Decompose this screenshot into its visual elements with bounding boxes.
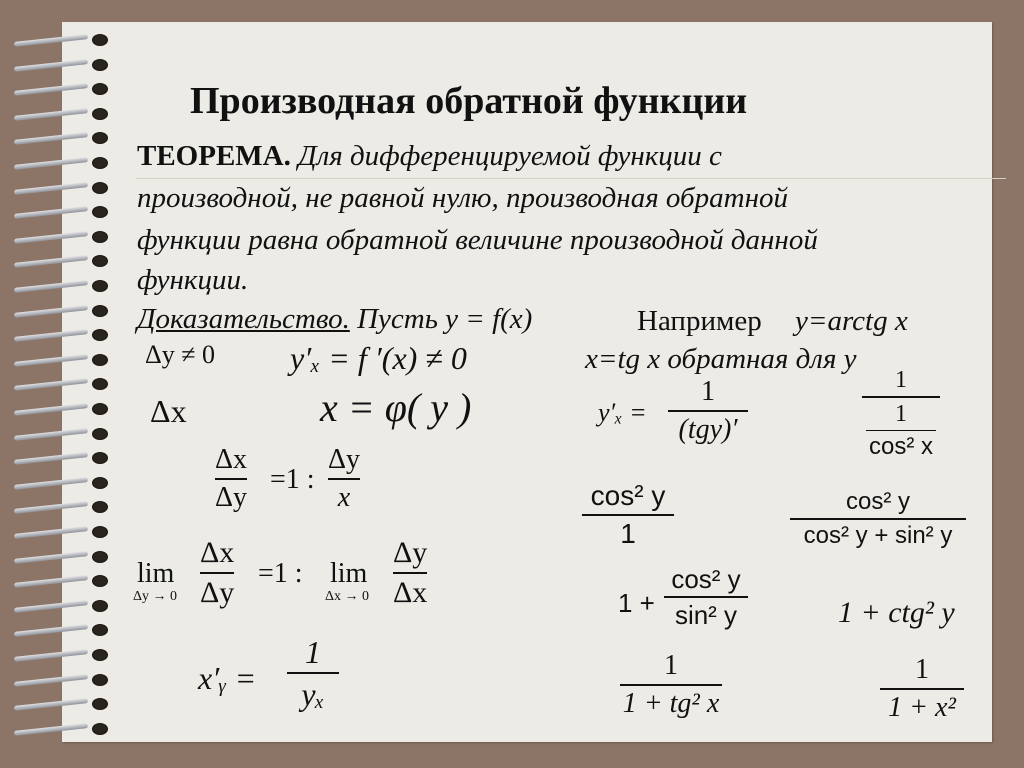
ring-hole <box>92 280 108 292</box>
proof-text: Пусть y = f(x) <box>349 303 533 335</box>
binding-ring <box>14 206 106 218</box>
ring-wire <box>14 329 88 342</box>
one-over-one-plus-tg2x <box>620 652 722 718</box>
x-prime-y-fraction <box>287 636 339 710</box>
denominator: Δx <box>393 576 428 609</box>
y-prime-x-fraction <box>668 378 748 444</box>
binding-ring <box>14 34 106 46</box>
ring-wire <box>14 551 88 564</box>
binding-ring <box>14 501 106 513</box>
page-title: Производная обратной функции <box>190 80 748 122</box>
inverse-text: x=tg x обратная для y <box>585 343 857 375</box>
one-plus: 1 + <box>618 588 655 618</box>
ring-wire <box>14 34 88 47</box>
fraction-bar <box>393 572 427 574</box>
binding-ring <box>14 305 106 317</box>
ring-wire <box>14 403 88 416</box>
ring-hole <box>92 157 108 169</box>
binding-ring <box>14 378 106 390</box>
numerator: 1 <box>701 376 715 407</box>
derivative-nonzero: y′ₓ = f ′(x) ≠ 0 <box>290 340 467 376</box>
inner-denominator: cos² x <box>868 433 933 460</box>
ring-wire <box>14 280 88 293</box>
ring-hole <box>92 624 108 636</box>
ring-hole <box>92 674 108 686</box>
ring-hole <box>92 329 108 341</box>
denominator: 1 + x² <box>888 692 956 723</box>
numerator: cos² y <box>845 488 910 515</box>
denominator: sin² y <box>674 600 738 630</box>
ring-hole <box>92 59 108 71</box>
binding-ring <box>14 329 106 341</box>
ring-hole <box>92 575 108 587</box>
binding-ring <box>14 108 106 120</box>
binding-ring <box>14 280 106 292</box>
ring-hole <box>92 600 108 612</box>
binding-ring <box>14 59 106 71</box>
one-plus-ctg2y: 1 + ctg² y <box>838 596 955 629</box>
binding-ring <box>14 477 106 489</box>
one-over-one-plus-x2 <box>880 656 964 722</box>
ring-wire <box>14 231 88 244</box>
ring-wire <box>14 575 88 588</box>
ring-hole <box>92 132 108 144</box>
x-prime-y-lhs: x′ᵧ = <box>198 660 257 696</box>
denominator: x <box>337 482 351 513</box>
delta-x: Δx <box>150 393 187 429</box>
numerator: 1 <box>664 650 678 681</box>
cos2y-over-sin2y <box>664 566 748 628</box>
ring-wire <box>14 59 88 72</box>
ring-wire <box>14 723 88 736</box>
one-over-fraction <box>862 368 940 459</box>
binding-ring <box>14 723 106 735</box>
example-label: Например <box>637 305 762 337</box>
ring-wire <box>14 305 88 318</box>
binding-ring <box>14 255 106 267</box>
numerator: cos² y <box>671 564 741 594</box>
lim-1: lim <box>137 558 175 589</box>
fraction-dx-dy <box>215 446 247 512</box>
fraction-bar <box>620 684 722 686</box>
ring-wire <box>14 649 88 662</box>
binding-ring <box>14 649 106 661</box>
inner-numerator: 1 <box>895 401 907 427</box>
x-equals-phi-y: x = φ( y ) <box>320 385 472 430</box>
ring-hole <box>92 182 108 194</box>
ring-wire <box>14 157 88 170</box>
proof-label: Доказательство. <box>137 303 350 335</box>
binding-ring <box>14 182 106 194</box>
ring-hole <box>92 305 108 317</box>
fraction-bar <box>287 672 339 674</box>
denominator: (tgy)′ <box>678 414 738 445</box>
ring-wire <box>14 108 88 121</box>
ring-wire <box>14 182 88 195</box>
ring-wire <box>14 600 88 613</box>
denominator: Δy <box>200 576 235 609</box>
theorem-label: ТЕОРЕМА. <box>137 140 291 172</box>
lim-2-subscript: Δx → 0 <box>325 589 370 604</box>
fraction-bar <box>664 596 748 598</box>
ring-hole <box>92 378 108 390</box>
numerator: Δx <box>200 536 235 569</box>
binding-ring <box>14 698 106 710</box>
ring-hole <box>92 526 108 538</box>
ring-wire <box>14 698 88 711</box>
y-prime-x-lhs: y′ₓ = <box>598 398 647 427</box>
binding-ring <box>14 403 106 415</box>
binding-ring <box>14 132 106 144</box>
theorem-line-3: функции равна обратной величине производной данной <box>137 224 818 256</box>
ring-hole <box>92 354 108 366</box>
example-function: y=arctg x <box>795 305 908 337</box>
paper-page <box>62 22 992 742</box>
ring-hole <box>92 231 108 243</box>
proof-line <box>137 305 532 334</box>
ring-hole <box>92 34 108 46</box>
ring-hole <box>92 108 108 120</box>
fraction-bar <box>200 572 234 574</box>
denominator: 1 <box>620 518 636 549</box>
ruled-line <box>136 178 1006 179</box>
denominator: cos² y + sin² y <box>803 522 953 549</box>
binding-ring <box>14 674 106 686</box>
ring-hole <box>92 698 108 710</box>
lim-fraction-2 <box>393 538 427 608</box>
numerator: 1 <box>895 367 907 393</box>
ring-wire <box>14 477 88 490</box>
inner-fraction-bar <box>866 430 936 431</box>
binding-ring <box>14 551 106 563</box>
binding-ring <box>14 600 106 612</box>
ring-wire <box>14 502 88 515</box>
numerator: Δy <box>393 536 428 569</box>
cos2y-over-sum <box>790 490 966 548</box>
theorem-line-1 <box>137 142 722 171</box>
lim-fraction-1 <box>200 538 234 608</box>
numerator: 1 <box>305 634 321 670</box>
theorem-text-1: Для дифференцируемой функции с <box>290 140 722 172</box>
binding-ring <box>14 624 106 636</box>
ring-hole <box>92 723 108 735</box>
cos2y-over-1 <box>582 482 674 548</box>
fraction-bar <box>668 410 748 412</box>
ring-wire <box>14 625 88 638</box>
numerator: 1 <box>915 654 929 685</box>
binding-ring <box>14 428 106 440</box>
denominator: 1 + tg² x <box>622 688 720 719</box>
ring-wire <box>14 674 88 687</box>
ring-hole <box>92 477 108 489</box>
ring-wire <box>14 354 88 367</box>
ring-wire <box>14 526 88 539</box>
binding-ring <box>14 157 106 169</box>
ring-wire <box>14 206 88 219</box>
fraction-bar <box>582 514 674 516</box>
denominator: yₓ <box>301 676 325 712</box>
ring-wire <box>14 83 88 96</box>
ring-hole <box>92 403 108 415</box>
ring-wire <box>14 428 88 441</box>
binding-ring <box>14 575 106 587</box>
binding-ring <box>14 354 106 366</box>
delta-y-nonzero: Δy ≠ 0 <box>145 340 215 369</box>
fraction-bar <box>215 478 247 480</box>
equals-one-ratio-2: =1 : <box>258 558 303 589</box>
fraction-bar <box>880 688 964 690</box>
binding-ring <box>14 452 106 464</box>
fraction-bar <box>328 478 360 480</box>
numerator: cos² y <box>590 480 666 511</box>
ring-hole <box>92 452 108 464</box>
theorem-line-2: производной, не равной нулю, производная обратной <box>137 182 788 214</box>
fraction-dy-x <box>328 446 360 512</box>
theorem-line-4: функции. <box>137 264 249 296</box>
binding-ring <box>14 526 106 538</box>
ring-wire <box>14 452 88 465</box>
ring-hole <box>92 649 108 661</box>
lim-1-subscript: Δy → 0 <box>133 589 178 604</box>
equals-one-ratio: =1 : <box>270 464 315 495</box>
binding-ring <box>14 231 106 243</box>
numerator: Δx <box>215 444 248 475</box>
fraction-bar <box>790 518 966 520</box>
ring-hole <box>92 501 108 513</box>
ring-hole <box>92 428 108 440</box>
ring-hole <box>92 551 108 563</box>
ring-hole <box>92 255 108 267</box>
binding-ring <box>14 83 106 95</box>
ring-hole <box>92 83 108 95</box>
ring-wire <box>14 133 88 146</box>
ring-hole <box>92 206 108 218</box>
ring-wire <box>14 379 88 392</box>
ring-wire <box>14 256 88 269</box>
numerator: Δy <box>328 444 361 475</box>
fraction-bar <box>862 396 940 398</box>
denominator: Δy <box>215 482 248 513</box>
lim-2: lim <box>330 558 368 589</box>
